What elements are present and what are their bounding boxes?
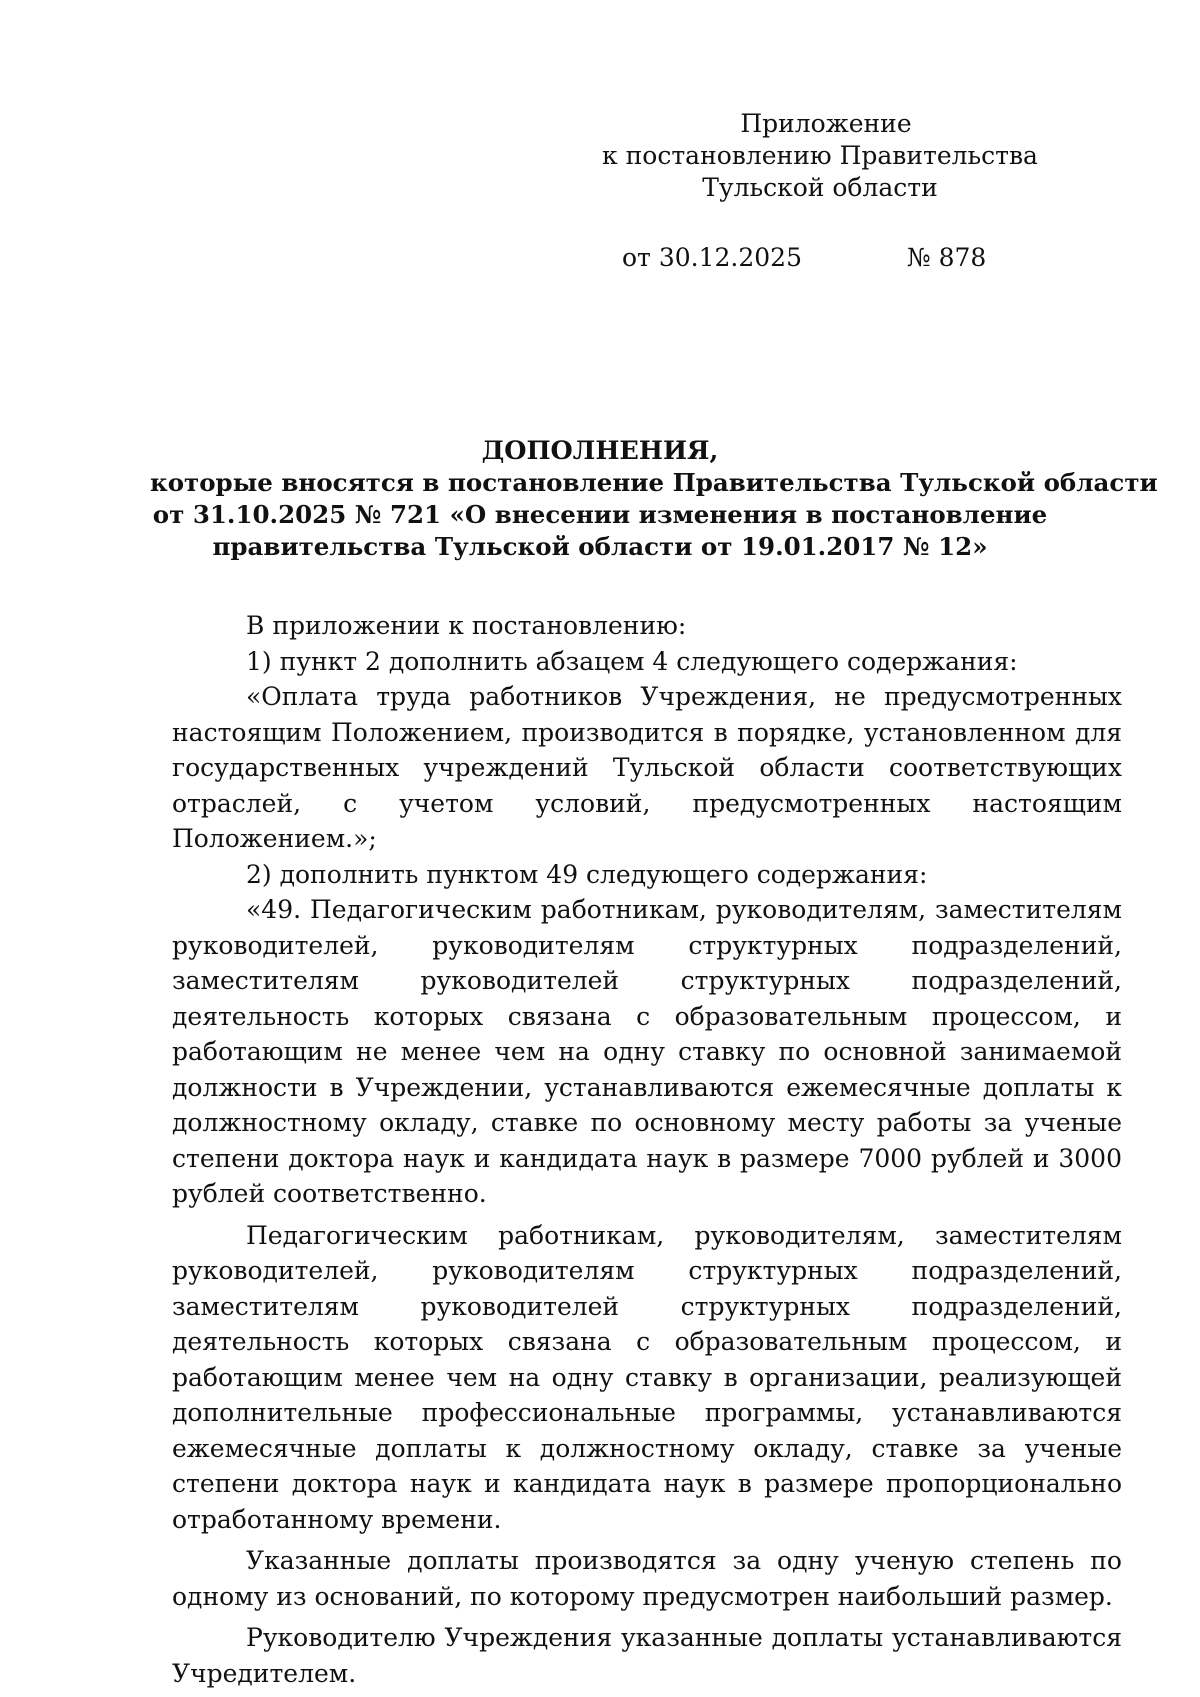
title-heading: ДОПОЛНЕНИЯ,	[481, 436, 719, 466]
appendix-reference: к постановлению Правительства	[602, 141, 1038, 170]
resolution-number: № 878	[907, 243, 987, 272]
paragraph-item-1: 1) пункт 2 дополнить абзацем 4 следующего содержания:	[246, 646, 1018, 676]
title-line-1: которые вносятся в постановление Правительства Тульской области	[150, 468, 1158, 497]
paragraph-part-time: Педагогическим работникам, руководителям, заместителям руководителей, руководителям структурных подразделений, заместителям руководителей структурных подразделений, деятельность которых связана с образовательным процессом, и работающим менее чем на одну ставку в организации, реализующей дополнительные профессиональные программы, устанавливаются ежемесячные доплаты к должностному окладу, ставке за ученые степени доктора наук и кандидата наук в размере пропорционально отработанному времени.	[172, 1220, 1122, 1534]
paragraph-intro: В приложении к постановлению:	[246, 611, 687, 640]
paragraph-item-2: 2) дополнить пунктом 49 следующего содержания:	[246, 859, 928, 889]
appendix-header	[560, 108, 1080, 204]
document-title	[150, 435, 1158, 563]
title-line-3: правительства Тульской области от 19.01.2017 № 12»	[212, 532, 988, 561]
appendix-region: Тульской области	[702, 173, 938, 202]
paragraph-head-payment: Руководителю Учреждения указанные доплаты устанавливаются Учредителем.	[172, 1623, 1122, 1688]
title-line-2: от 31.10.2025 № 721 «О внесении изменения в постановление	[152, 500, 1048, 529]
resolution-date: от 30.12.2025	[622, 243, 802, 272]
paragraph-quote-49: «49. Педагогическим работникам, руководителям, заместителям руководителей, руководителям структурных подразделений, заместителям руководителей структурных подразделений, деятельность которых связана с образовательным процессом, и работающим не менее чем на одну ставку по основной занимаемой должности в Учреждении, устанавливаются ежемесячные доплаты к должностному окладу, ставке по основному месту работы за ученые степени доктора наук и кандидата наук в размере 7000 рублей и 3000 рублей соответственно.	[172, 895, 1122, 1208]
paragraph-payment-basis: Указанные доплаты производятся за одну ученую степень по одному из оснований, по которому предусмотрен наибольший размер.	[172, 1546, 1122, 1611]
appendix-title: Приложение	[740, 109, 912, 138]
document-body	[172, 608, 1122, 1691]
paragraph-quote-1: «Оплата труда работников Учреждения, не предусмотренных настоящим Положением, производится в порядке, установленном для государственных учреждений Тульской области соответствующих отраслей, с учетом условий, предусмотренных настоящим Положением.»;	[172, 682, 1122, 853]
